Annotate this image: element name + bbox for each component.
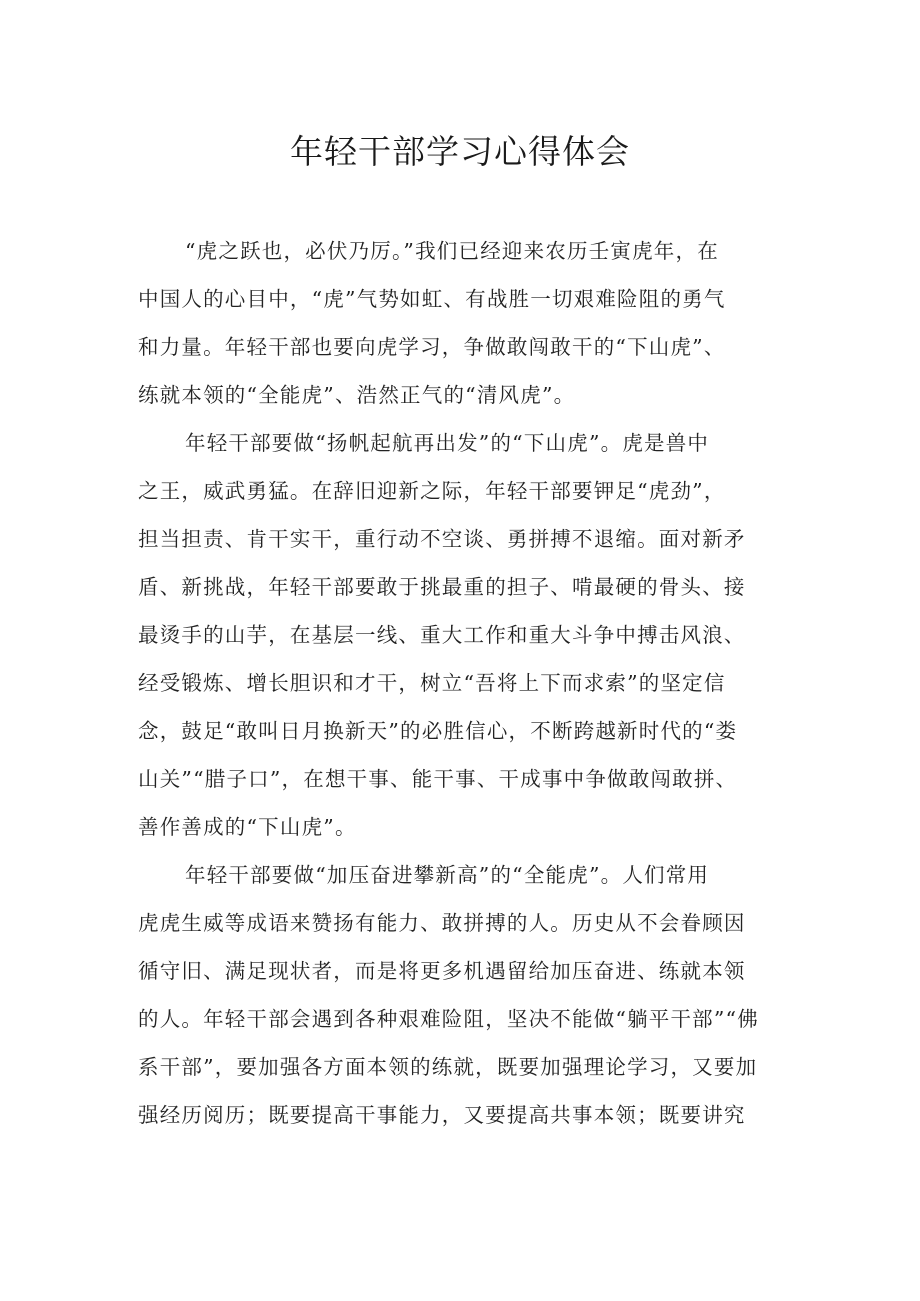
paragraph-line: 循守旧、满足现状者，而是将更多机遇留给加压奋进、练就本领 xyxy=(138,959,746,983)
paragraph-line: 虎虎生威等成语来赞扬有能力、敢拼搏的人。历史从不会眷顾因 xyxy=(138,911,746,935)
paragraph-line: 系干部”，要加强各方面本领的练就，既要加强理论学习，又要加 xyxy=(138,1055,758,1079)
paragraph-line: 练就本领的“全能虎”、浩然正气的“清风虎”。 xyxy=(138,383,576,407)
paragraph-line: 最烫手的山芋，在基层一线、重大工作和重大斗争中搏击风浪、 xyxy=(138,623,746,647)
paragraph-line: 年轻干部要做“扬帆起航再出发”的“下山虎”。虎是兽中 xyxy=(185,431,710,455)
paragraph-line: 盾、新挑战，年轻干部要敢于挑最重的担子、啃最硬的骨头、接 xyxy=(138,575,746,599)
paragraph-line: 念，鼓足“敢叫日月换新天”的必胜信心，不断跨越新时代的“娄 xyxy=(138,719,738,743)
document-title: 年轻干部学习心得体会 xyxy=(290,132,630,171)
paragraph-line: 中国人的心目中，“虎”气势如虹、有战胜一切艰难险阻的勇气 xyxy=(138,287,726,311)
paragraph-3 xyxy=(138,857,798,1133)
paragraph-1 xyxy=(138,233,798,413)
paragraph-line: 的人。年轻干部会遇到各种艰难险阻，坚决不能做“躺平干部”“佛 xyxy=(138,1007,759,1031)
paragraph-line: 和力量。年轻干部也要向虎学习，争做敢闯敢干的“下山虎”、 xyxy=(138,335,726,359)
paragraph-line: 善作善成的“下山虎”。 xyxy=(138,815,357,839)
paragraph-line: 山关”“腊子口”，在想干事、能干事、干成事中争做敢闯敢拼、 xyxy=(138,767,738,791)
paragraph-2 xyxy=(138,425,798,845)
document-body xyxy=(138,233,798,1133)
paragraph-line: 年轻干部要做“加压奋进攀新高”的“全能虎”。人们常用 xyxy=(185,863,710,887)
paragraph-line: “虎之跃也，必伏乃厉。”我们已经迎来农历壬寅虎年，在 xyxy=(185,239,719,263)
paragraph-line: 担当担责、肯干实干，重行动不空谈、勇拼搏不退缩。面对新矛 xyxy=(138,527,746,551)
paragraph-line: 强经历阅历；既要提高干事能力，又要提高共事本领；既要讲究 xyxy=(138,1103,746,1127)
paragraph-line: 之王，威武勇猛。在辞旧迎新之际，年轻干部要钾足“虎劲”， xyxy=(138,479,726,503)
paragraph-line: 经受锻炼、增长胆识和才干，树立“吾将上下而求索”的坚定信 xyxy=(138,671,726,695)
